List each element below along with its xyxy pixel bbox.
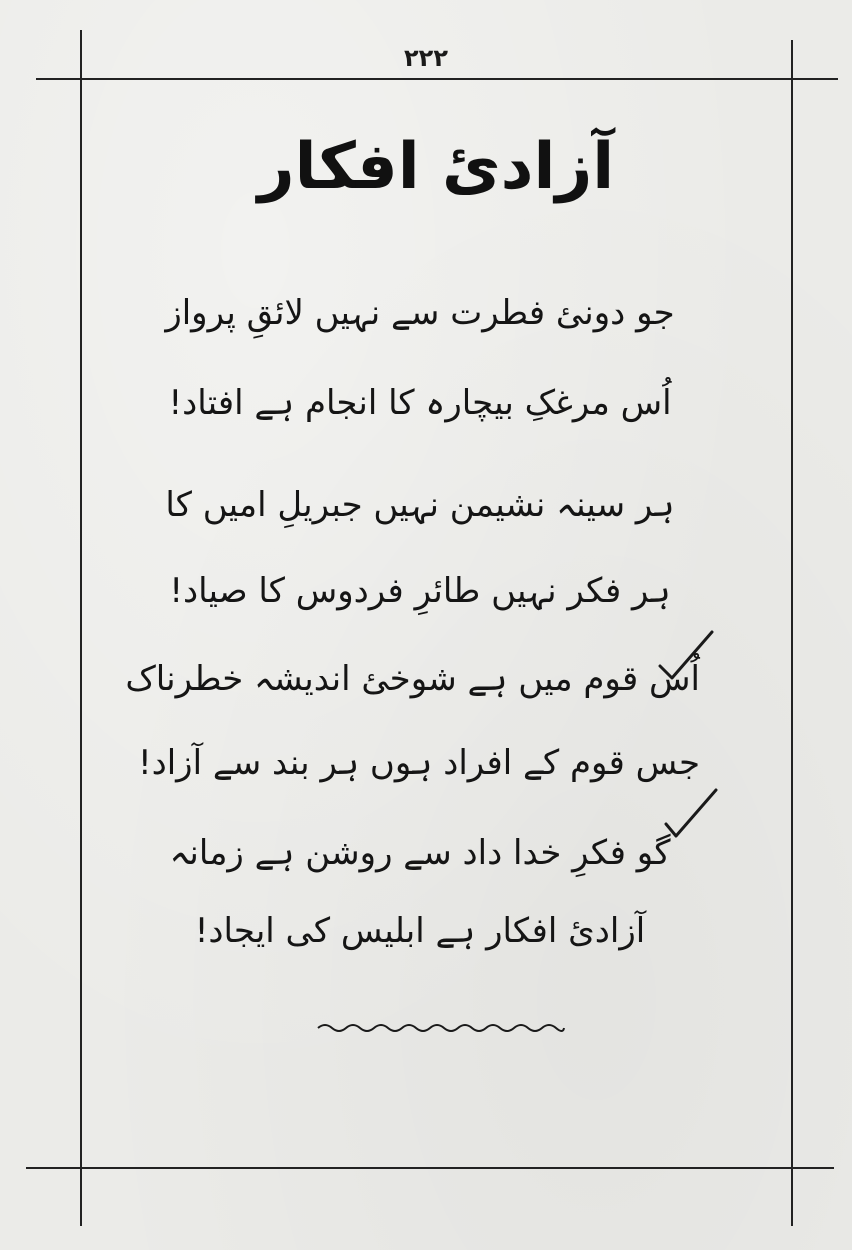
verse-line: ہر فکر نہیں طائرِ فردوس کا صیاد! bbox=[169, 571, 671, 611]
verse-line: جس قوم کے افراد ہوں ہر بند سے آزاد! bbox=[137, 743, 700, 783]
verse-line: گو فکرِ خدا داد سے روشن ہے زمانہ bbox=[169, 833, 671, 873]
verse-line: اُس مرغکِ بیچارہ کا انجام ہے افتاد! bbox=[168, 383, 672, 423]
verse-line: اُس قوم میں ہے شوخئ اندیشہ خطرناک bbox=[125, 659, 700, 699]
right-border-rule bbox=[791, 40, 793, 1226]
verse-line: ہر سینہ نشیمن نہیں جبریلِ امیں کا bbox=[165, 485, 675, 525]
verse-line: آزادئ افکار ہے ابلیس کی ایجاد! bbox=[194, 911, 646, 951]
handwritten-tick-mark-icon bbox=[662, 788, 722, 844]
handwritten-tick-mark-icon bbox=[656, 628, 716, 684]
poem-title: آزادئ افکار bbox=[257, 130, 615, 204]
top-border-rule bbox=[36, 78, 838, 80]
bottom-border-rule bbox=[26, 1167, 834, 1169]
left-border-rule bbox=[80, 30, 82, 1226]
verse-line: جو دونئ فطرت سے نہیں لائقِ پرواز bbox=[165, 293, 675, 333]
wavy-line-divider bbox=[316, 1018, 566, 1038]
page-number: ۲۲۲ bbox=[404, 44, 448, 72]
